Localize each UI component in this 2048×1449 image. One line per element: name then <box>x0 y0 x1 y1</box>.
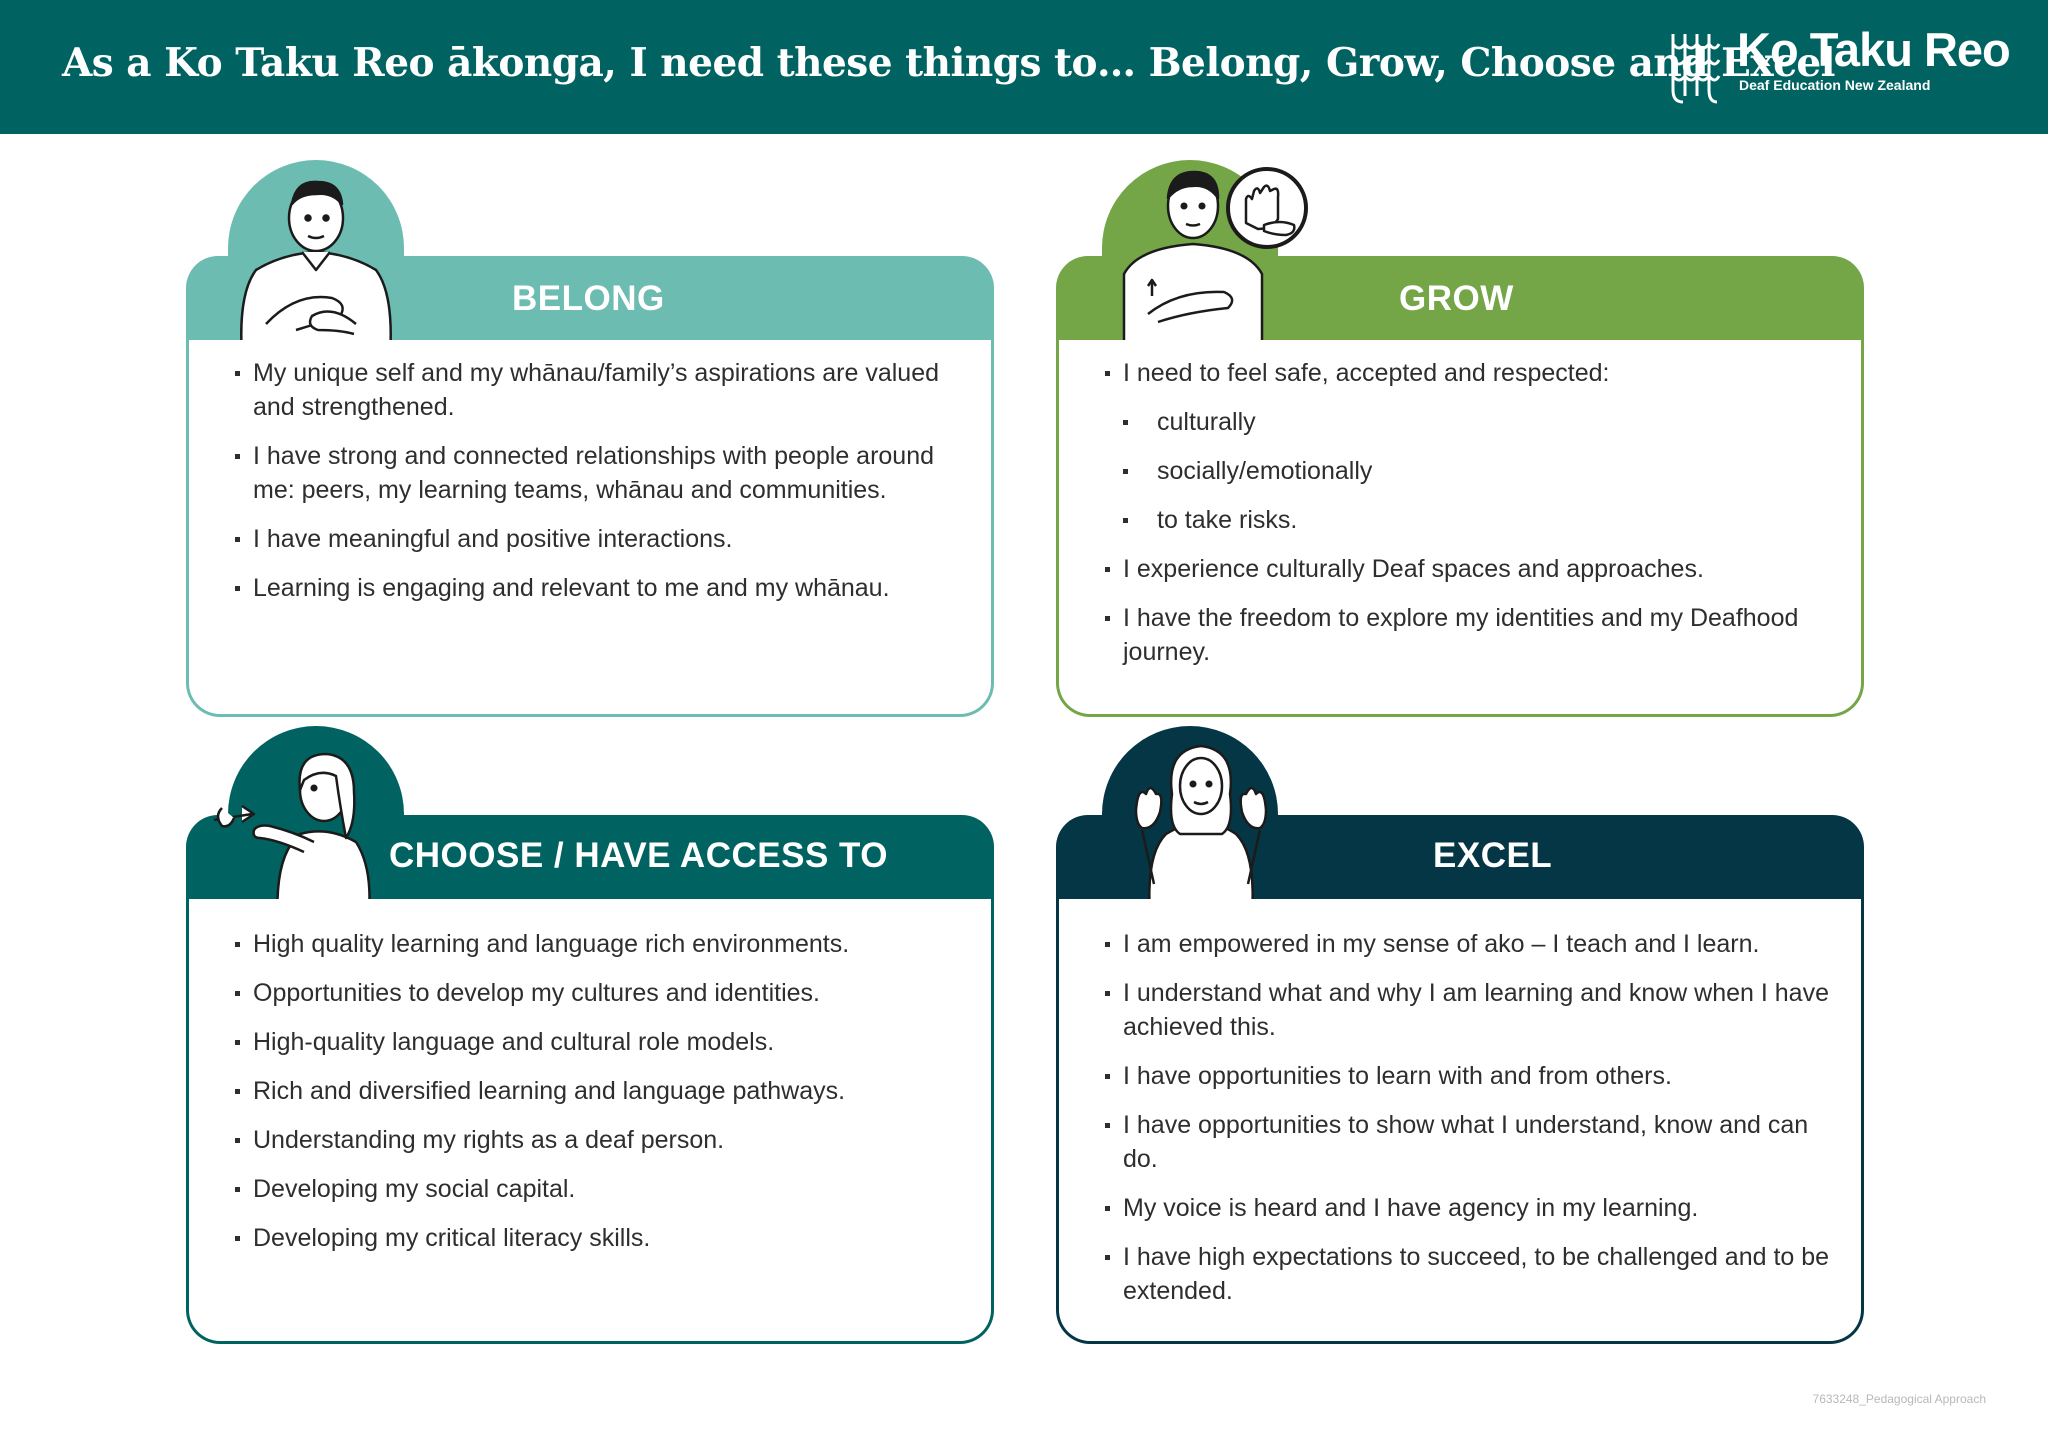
grow-heading: GROW <box>1399 279 1514 318</box>
ko-taku-reo-logo-icon <box>1669 30 1721 106</box>
excel-list <box>1105 927 1845 1323</box>
grow-body <box>1056 340 1864 717</box>
list-item: High-quality language and cultural role models. <box>235 1025 975 1059</box>
excel-body <box>1056 899 1864 1344</box>
list-item: I have meaningful and positive interactions. <box>235 522 975 556</box>
list-item: Rich and diversified learning and language pathways. <box>235 1074 975 1108</box>
choose-body <box>186 899 994 1344</box>
belong-list <box>235 356 975 620</box>
choose-heading: CHOOSE / HAVE ACCESS TO <box>389 836 888 875</box>
choose-card <box>186 726 994 1344</box>
list-item: My voice is heard and I have agency in my learning. <box>1105 1191 1845 1225</box>
list-item: I am empowered in my sense of ako – I teach and I learn. <box>1105 927 1845 961</box>
page-header <box>0 0 2048 134</box>
belong-card <box>186 160 994 717</box>
sub-list-item: culturally <box>1123 405 1845 439</box>
sub-list-item: to take risks. <box>1123 503 1845 537</box>
grow-card <box>1056 160 1864 717</box>
list-item: Opportunities to develop my cultures and identities. <box>235 976 975 1010</box>
document-code: 7633248_Pedagogical Approach <box>1812 1392 1986 1406</box>
list-item: I understand what and why I am learning and know when I have achieved this. <box>1105 976 1845 1044</box>
excel-heading: EXCEL <box>1433 836 1553 875</box>
list-item: High quality learning and language rich environments. <box>235 927 975 961</box>
belong-heading: BELONG <box>512 279 665 318</box>
list-item: I have strong and connected relationships with people around me: peers, my learning teams, whānau and communities. <box>235 439 975 507</box>
choose-list <box>235 927 975 1270</box>
list-item: Learning is engaging and relevant to me and my whānau. <box>235 571 975 605</box>
list-item: I have opportunities to show what I understand, know and can do. <box>1105 1108 1845 1176</box>
sub-list-item: socially/emotionally <box>1123 454 1845 488</box>
list-item: I have high expectations to succeed, to be challenged and to be extended. <box>1105 1240 1845 1308</box>
list-item: I have opportunities to learn with and from others. <box>1105 1059 1845 1093</box>
list-item: My unique self and my whānau/family’s aspirations are valued and strengthened. <box>235 356 975 424</box>
signing-man-icon <box>236 174 396 356</box>
signing-girl-icon <box>1126 734 1276 914</box>
page-title: As a Ko Taku Reo ākonga, I need these things to… Belong, Grow, Choose and Excel <box>62 40 1835 86</box>
logo-name: Ko Taku Reo <box>1737 23 2010 76</box>
hand-sign-detail-icon <box>1224 165 1310 251</box>
list-item: I need to feel safe, accepted and respected: <box>1105 356 1845 390</box>
belong-body <box>186 340 994 717</box>
grow-list <box>1105 356 1845 684</box>
signing-woman-icon <box>208 746 384 922</box>
list-item: Understanding my rights as a deaf person. <box>235 1123 975 1157</box>
list-item: Developing my social capital. <box>235 1172 975 1206</box>
excel-card <box>1056 726 1864 1344</box>
logo-subtitle: Deaf Education New Zealand <box>1739 77 1931 93</box>
list-item: I have the freedom to explore my identities and my Deafhood journey. <box>1105 601 1845 669</box>
list-item: Developing my critical literacy skills. <box>235 1221 975 1255</box>
list-item: I experience culturally Deaf spaces and approaches. <box>1105 552 1845 586</box>
